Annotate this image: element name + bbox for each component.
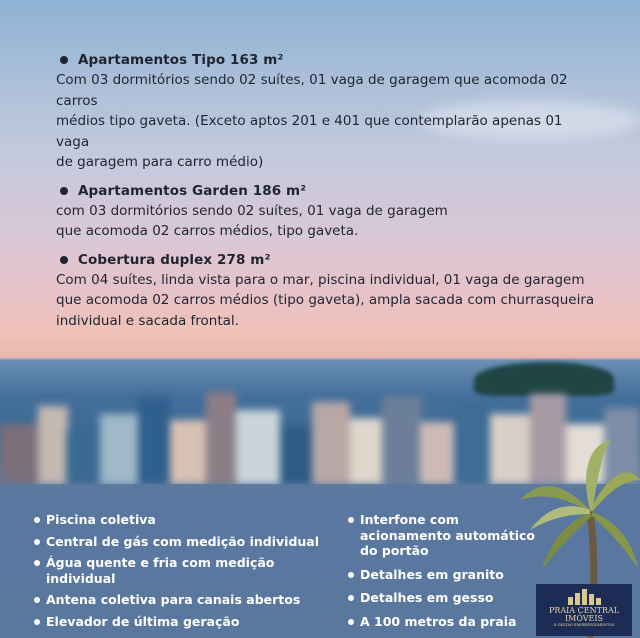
bullet-icon (60, 256, 68, 264)
amenity-item (34, 614, 334, 630)
bullet-icon (348, 572, 354, 578)
amenity-item (34, 512, 334, 528)
amenity-label: Detalhes em gesso (360, 590, 494, 605)
amenity-item (348, 512, 548, 559)
description-line: de garagem para carro médio) (56, 154, 264, 170)
unit-description (56, 201, 596, 242)
description-line: Com 03 dormitórios sendo 02 suítes, 01 vaga de garagem que acomoda 02 carros (56, 72, 568, 109)
company-logo (536, 584, 632, 636)
amenity-item (34, 555, 334, 586)
unit-heading (56, 183, 596, 199)
bullet-icon (34, 619, 40, 625)
unit-type-cobertura (56, 252, 596, 332)
logo-tagline: & GESTÃO EMPREENDIMENTOS (553, 623, 615, 627)
amenities-right-column (348, 512, 548, 635)
description-line: que acomoda 02 carros médios (tipo gaveta), ampla sacada com churrasqueira (56, 292, 595, 308)
bullet-icon (348, 517, 354, 523)
description-line: Com 04 suítes, linda vista para o mar, piscina individual, 01 vaga de garagem (56, 271, 585, 288)
description-line: médios tipo gaveta. (Exceto aptos 201 e 401 que contemplarão apenas 01 vaga (56, 113, 563, 150)
description-line: com 03 dormitórios sendo 02 suítes, 01 vaga de garagem (56, 202, 448, 219)
amenity-item (348, 567, 548, 583)
unit-type-garden (56, 183, 596, 242)
amenity-label: Elevador de última geração (46, 613, 240, 629)
amenity-label: A 100 metros da praia (360, 613, 517, 629)
description-line: que acomoda 02 carros médios, tipo gaveta. (56, 223, 359, 239)
amenity-label: Antena coletiva para canais abertos (46, 592, 301, 607)
unit-title: Cobertura duplex 278 m² (78, 251, 271, 268)
logo-name: PRAIA CENTRAL (548, 606, 620, 615)
bullet-icon (34, 560, 40, 566)
description-line: individual e sacada frontal. (56, 312, 239, 329)
bullet-icon (60, 56, 68, 64)
amenity-label: Central de gás com medição individual (46, 533, 320, 549)
logo-subname: IMÓVEIS (564, 614, 604, 623)
bullet-icon (348, 619, 354, 625)
amenity-item (34, 534, 334, 550)
bullet-icon (34, 517, 40, 523)
unit-title: Apartamentos Tipo 163 m² (78, 52, 284, 68)
amenity-item (348, 590, 548, 606)
amenity-label: Detalhes em granito (360, 566, 504, 582)
unit-description (56, 270, 596, 332)
unit-heading (56, 52, 596, 68)
bullet-icon (34, 539, 40, 545)
amenity-item (34, 592, 334, 608)
building-logo-icon (536, 589, 632, 605)
amenity-item (348, 614, 548, 630)
unit-type-tipo (56, 52, 596, 173)
amenities-left-column (34, 512, 334, 635)
unit-heading (56, 252, 596, 268)
amenity-label: Interfone com acionamento automático do portão (360, 512, 535, 558)
bullet-icon (348, 595, 354, 601)
unit-descriptions (56, 52, 596, 341)
amenity-label: Piscina coletiva (46, 512, 156, 527)
amenity-label: Água quente e fria com medição individual (46, 555, 275, 586)
bullet-icon (60, 187, 68, 195)
unit-title: Apartamentos Garden 186 m² (78, 182, 307, 199)
bullet-icon (34, 597, 40, 603)
unit-description (56, 70, 596, 173)
